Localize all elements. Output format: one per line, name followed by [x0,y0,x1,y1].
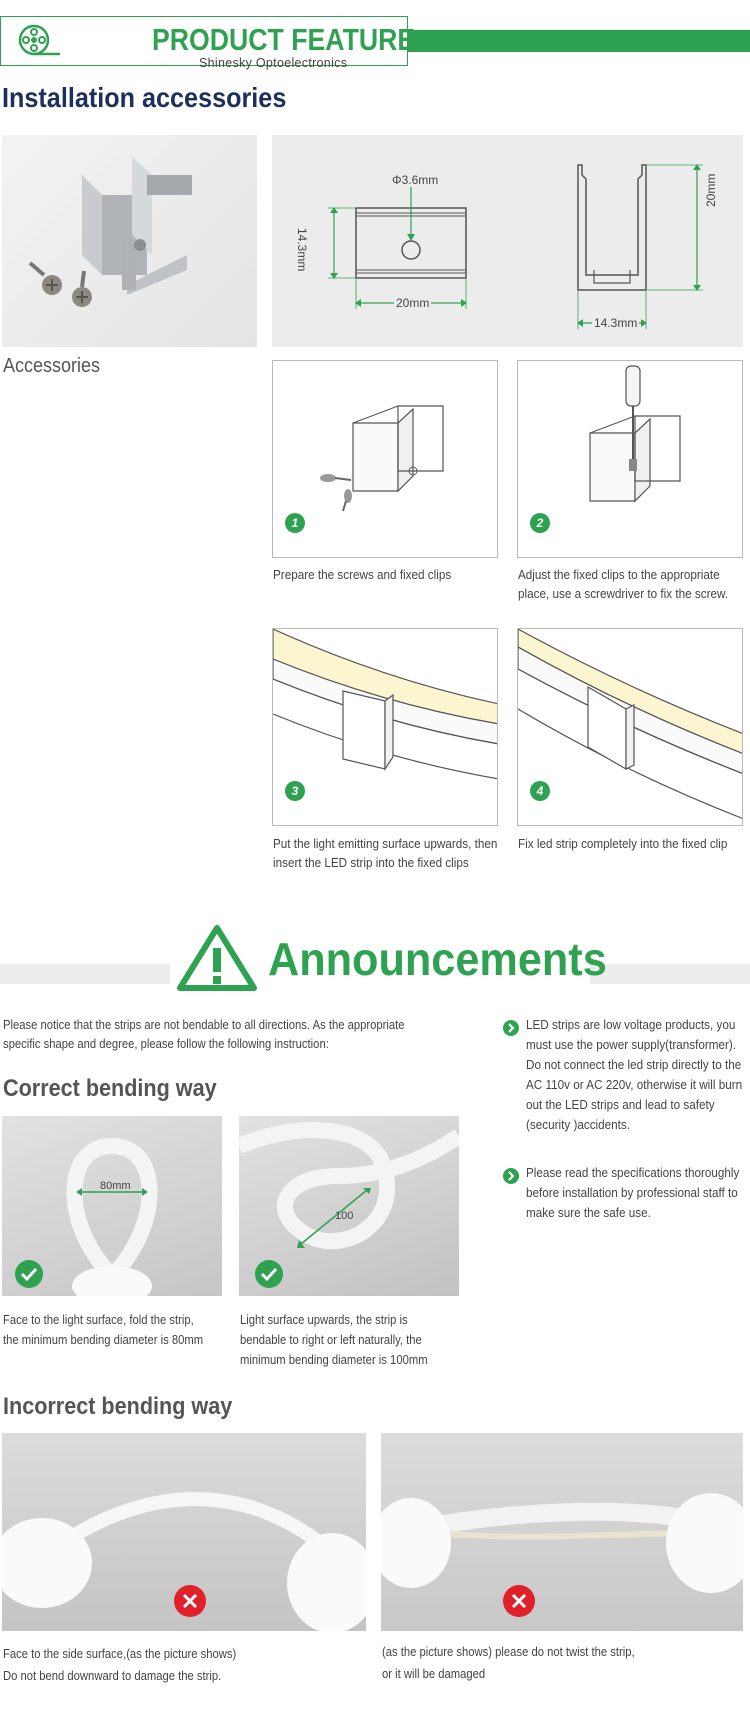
correct-2-dim: 100 [335,1210,354,1222]
banner-subtitle: Shinesky Optoelectronics [199,56,348,70]
dim-clip-width: 20mm [396,296,430,310]
step-1-caption: Prepare the screws and fixed clips [273,567,452,582]
dim-profile-width: 14.3mm [594,316,638,330]
incorrect-2-caption: (as the picture shows) please do not twist the strip, or it will be damaged [382,1645,635,1681]
check-icon [15,1260,43,1288]
step-1-badge: 1 [285,513,305,533]
step-4-image [517,628,743,826]
check-icon [255,1260,283,1288]
announcements-title: Announcements [268,933,607,985]
note-1-bullet-icon [503,1020,519,1036]
note-2-text: Please read the specifications thoroughly before installation by professional staff to make sure the safe use. [526,1165,740,1220]
dimension-diagram [272,135,743,347]
incorrect-bending-heading: Incorrect bending way [3,1393,233,1420]
step-3-badge: 3 [285,781,305,801]
dim-clip-height: 14.3mm [295,228,309,272]
incorrect-1-caption: Face to the side surface,(as the picture shows) Do not bend downward to damage the strip. [3,1647,237,1683]
note-1-text: LED strips are low voltage products, you must use the power supply(transformer). Do not connect the led strip directly to the AC 110v or AC 220v, otherwise it will burn out the LED strips and lead to safety (security )accidents. [526,1017,743,1132]
incorrect-photo-2 [381,1433,743,1631]
step-2-badge: 2 [530,513,550,533]
dim-hole: Φ3.6mm [392,173,439,187]
step-4-badge: 4 [530,781,550,801]
correct-1-caption: Face to the light surface, fold the strip, the minimum bending diameter is 80mm [3,1313,204,1347]
step-3-caption: Put the light emitting surface upwards, then insert the LED strip into the fixed clips [273,836,498,870]
film-reel-icon [14,22,64,62]
banner-title: PRODUCT FEATURE [152,22,416,57]
cross-icon [174,1585,206,1617]
announcements-intro: Please notice that the strips are not bendable to all directions. As the appropriate specific shape and degree, please follow the following instruction: [3,1018,405,1051]
step-4-caption: Fix led strip completely into the fixed clip [518,836,728,851]
step-2-image [517,360,743,558]
step-2-caption: Adjust the fixed clips to the appropriate place, use a screwdriver to fix the screw. [518,567,729,601]
correct-photo-2 [239,1116,459,1296]
step-1-image [272,360,498,558]
accessories-photo [2,135,257,347]
accessories-label: Accessories [3,355,101,377]
step-3-image [272,628,498,826]
warning-icon [176,924,258,992]
note-2-bullet-icon [503,1168,519,1184]
correct-1-dim: 80mm [100,1180,131,1192]
correct-2-caption: Light surface upwards, the strip is bendable to right or left naturally, the minimum bending diameter is 100mm [240,1313,428,1367]
incorrect-photo-1 [2,1433,366,1631]
section-title-installation: Installation accessories [2,82,287,113]
correct-bending-heading: Correct bending way [3,1075,217,1102]
dim-profile-height: 20mm [704,173,718,207]
cross-icon [503,1585,535,1617]
banner-stripe [405,30,750,52]
correct-photo-1 [2,1116,222,1296]
